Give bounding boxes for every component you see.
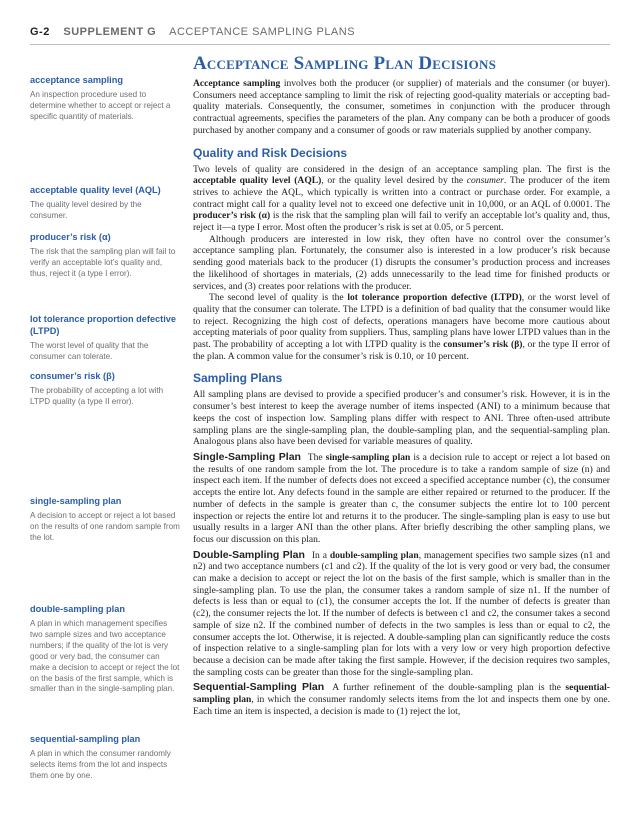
header-rule bbox=[30, 44, 610, 45]
running-header bbox=[30, 26, 630, 38]
margin-term: double-sampling plan bbox=[30, 604, 125, 614]
run-in-heading: Double-Sampling Plan bbox=[193, 548, 305, 561]
margin-term: acceptance sampling bbox=[30, 75, 123, 85]
margin-term-double-sampling bbox=[30, 603, 180, 695]
margin-definition: The worst level of quality that the consumer can tolerate. bbox=[30, 341, 149, 361]
section-title: Acceptance Sampling Plan Decisions bbox=[193, 53, 497, 74]
sequential-sampling-paragraph: Sequential-Sampling Plan A further refinement of the double-sampling plan is the sequential-sampling plan, in which the consumer randomly selects items from the lot and inspects them one by one. Each time an item is inspected, a decision is made to (1) reject the lot, bbox=[193, 681, 611, 717]
margin-definition: A plan in which the consumer randomly selects items from the lot and inspects them one by one. bbox=[30, 749, 171, 780]
key-term: acceptable quality level (AQL) bbox=[193, 175, 322, 187]
quality-heading: Quality and Risk Decisions bbox=[193, 145, 348, 160]
page-number: G-2 bbox=[30, 26, 50, 38]
margin-definition: The quality level desired by the consumer. bbox=[30, 200, 142, 220]
single-sampling-paragraph: Single-Sampling Plan The single-sampling plan is a decision rule to accept or reject a lot based on the results of one random sample from the lot. The procedure is to take a random sample of size (n) and inspect each item. If the number of defects does not exceed a specified acceptance number (c), the consumer accepts the entire lot. Any defects found in the sample are either repaired or returned to the producer. If the number of defects in the sample is greater than c, the consumer subjects the entire lot to 100 percent inspection or rejects the entire lot and returns it to the producer. The single-sampling plan is easy to use but usually results in a larger ANI than the other plans. After briefly describing the other sampling plans, we focus our discussion on this plan. bbox=[193, 450, 611, 545]
margin-term-ltpd bbox=[30, 313, 180, 363]
key-term: consumer’s risk (β) bbox=[443, 339, 523, 351]
margin-term-aql bbox=[30, 184, 180, 222]
margin-definition: The probability of accepting a lot with LTPD quality (a type II error). bbox=[30, 386, 164, 406]
run-in-heading: Sequential-Sampling Plan bbox=[193, 681, 325, 694]
key-term: lot tolerance proportion defective (LTPD) bbox=[347, 292, 522, 304]
margin-term: producer’s risk (α) bbox=[30, 232, 111, 242]
key-term: sequential-sampling plan bbox=[193, 682, 610, 706]
margin-term: single-sampling plan bbox=[30, 496, 122, 506]
margin-term: lot tolerance proportion defective (LTPD) bbox=[30, 314, 176, 336]
chapter-title: ACCEPTANCE SAMPLING PLANS bbox=[169, 26, 356, 38]
margin-term-consumers-risk bbox=[30, 370, 180, 408]
sampling-heading: Sampling Plans bbox=[193, 371, 283, 386]
key-term: producer’s risk (α) bbox=[193, 210, 271, 222]
margin-definition: A plan in which management specifies two sample sizes and two acceptance numbers; if the quality of the lot is very good or very bad, the consumer can make a decision to accept or reject the lot on the basis of the first sample, which is smaller than in the single-sampling plan. bbox=[30, 619, 180, 694]
quality-paragraph-3: The second level of quality is the lot tolerance proportion defective (LTPD), or the worst level of quality that the consumer can tolerate. The LTPD is a definition of bad quality that the consumer would like to reject. Recognizing the high cost of defects, operations managers have become more cautious about accepting materials of poor quality from suppliers. Thus, sampling plans have lower LTPD values than in the past. The probability of accepting a lot with LTPD quality is the consumer’s risk (β), or the type II error of the plan. A common value for the consumer’s risk is 0.10, or 10 percent. bbox=[193, 292, 611, 362]
main-column bbox=[193, 53, 610, 717]
margin-term-sequential-sampling bbox=[30, 733, 180, 782]
supplement-label: SUPPLEMENT G bbox=[63, 26, 157, 38]
margin-definition: An inspection procedure used to determine whether to accept or reject a specific quantity of materials. bbox=[30, 90, 171, 121]
margin-term: consumer’s risk (β) bbox=[30, 371, 115, 381]
margin-definition: The risk that the sampling plan will fail to verify an acceptable lot’s quality and, thus, reject it (a type I error). bbox=[30, 247, 176, 278]
margin-definition: A decision to accept or reject a lot based on the results of one random sample from the lot. bbox=[30, 511, 180, 542]
quality-paragraph-1: Two levels of quality are considered in the design of an acceptance sampling plan. The first is the acceptable quality level (AQL), or the quality level desired by the consumer. The producer of the item strives to achieve the AQL, which typically is written into a contract or purchase order. For example, a contract might call for a quality level not to exceed one defective unit in 10,000, or an AQL of 0.0001. The producer’s risk (α) is the risk that the sampling plan will fail to verify an acceptable lot’s quality and, thus, reject it—a type I error. Most often the producer’s risk is set at 0.05, or 5 percent. bbox=[193, 163, 610, 234]
sampling-paragraph: All sampling plans are devised to provide a specified producer’s and consumer’s risk. However, it is in the consumer’s best interest to keep the average number of items inspected (ANI) to a minimum because that keeps the cost of inspection low. Sampling plans differ with respect to ANI. Three often-used attribute sampling plans are the single-sampling plan, the double-sampling plan, and the sequential-sampling plan. Analogous plans also have been devised for variable measures of quality. bbox=[193, 389, 610, 448]
key-term: double-sampling plan bbox=[329, 549, 419, 561]
margin-term: sequential-sampling plan bbox=[30, 734, 141, 744]
margin-term-producers-risk bbox=[30, 231, 180, 280]
run-in-heading: Single-Sampling Plan bbox=[193, 450, 301, 463]
quality-paragraph-2: Although producers are interested in low risk, they often have no control over the consumer’s acceptance sampling plan. Fortunately, the consumer also is interested in a low producer’s risk because sending good materials back to the producer (1) disrupts the consumer’s production process and increases the likelihood of shortages in materials, (2) adds unnecessarily to the lead time for finished products or services, and (3) creates poor relations with the producer. bbox=[193, 233, 610, 292]
margin-term: acceptable quality level (AQL) bbox=[30, 185, 161, 195]
margin-term-acceptance-sampling bbox=[30, 74, 180, 123]
intro-paragraph: Acceptance sampling involves both the producer (or supplier) of materials and the consumer (or buyer). Consumers need acceptance sampling to limit the risk of rejecting good-quality materials or accepting bad-quality materials. Consequently, the consumer, sometimes in conjunction with the producer through contractual agreements, specifies the parameters of the plan. Any company can be both a producer of goods purchased by another company and a consumer of goods or raw materials supplied by another company. bbox=[193, 78, 610, 136]
double-sampling-paragraph: Double-Sampling Plan In a double-sampling plan, management specifies two sample sizes (n1 and n2) and two acceptance numbers (c1 and c2). If the quality of the lot is very good or very bad, the consumer can make a decision to accept or reject the lot on the basis of the first sample, which is smaller than in the single-sampling plan. To use the plan, the consumer takes a random sample of size n1. If the number of defects is less than or equal to (c1), the consumer accepts the lot. If the number of defects is greater than (c2), the consumer rejects the lot. If the number of defects is between c1 and c2, the consumer takes a second sample of size n2. If the combined number of defects in the two samples is less than or equal to c2, the consumer accepts the lot. Otherwise, it is rejected. A double-sampling plan can significantly reduce the costs of inspection relative to a single-sampling plan for lots with a very low or very high proportion defective because a decision can be made after taking the first sample. However, if the decision requires two samples, the sampling costs can be greater than those for the single-sampling plan. bbox=[193, 548, 610, 678]
key-term: single-sampling plan bbox=[325, 451, 411, 463]
margin-term-single-sampling bbox=[30, 495, 180, 544]
key-term: Acceptance sampling bbox=[193, 78, 281, 89]
